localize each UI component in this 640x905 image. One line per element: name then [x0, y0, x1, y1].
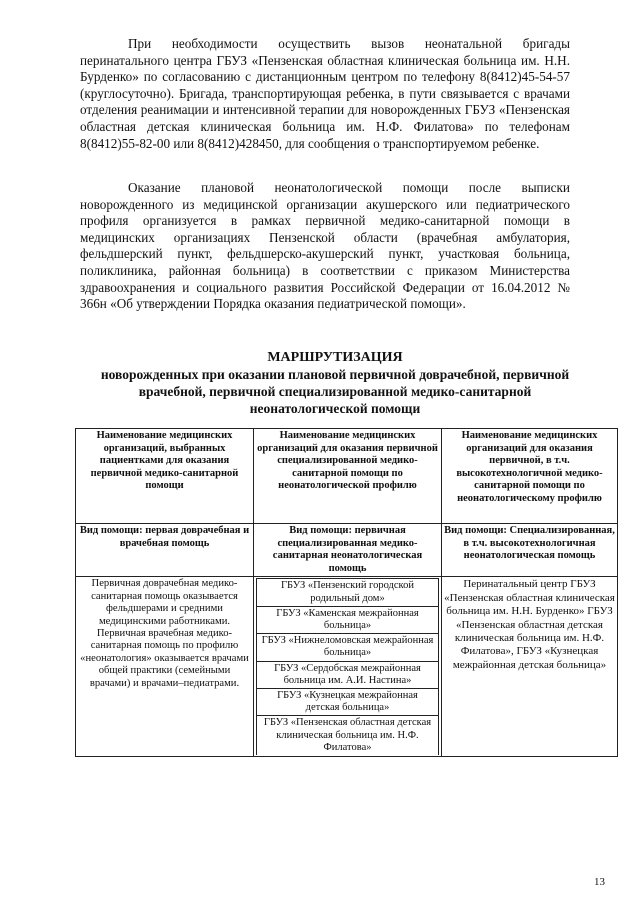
paragraph-planned-care [80, 180, 570, 313]
paragraph-text: При необходимости осуществить вызов неонатальной бригады перинатального центра ГБУЗ «Пензенская областная клиническая больница им. Н.Н. Бурденко» по согласованию с дистанционным центром по телефону 8(8412)45-54-57 (круглосуточно). Бригада, транспортирующая ребенка, в пути связывается с врачами отделения реанимации и интенсивной терапии для новорожденных ГБУЗ «Пензенская областная детская клиническая больница им. Н.Ф. Филатова» по телефонам 8(8412)55-82-00 или 8(8412)428450, для сообщения о транспортируемом ребенке. [80, 36, 570, 151]
care-type-primary: Вид помощи: первая доврачебная и врачебная помощь [76, 524, 254, 577]
routing-table [75, 428, 618, 757]
care-type-hightech: Вид помощи: Специализированная, в т.ч. высокотехнологичная неонатологическая помощь [442, 524, 618, 577]
paragraph-emergency-call [80, 36, 570, 152]
care-type-specialized: Вид помощи: первичная специализированная медико-санитарная неонатологическая помощь [254, 524, 442, 577]
table-row [76, 577, 618, 757]
paragraph-text: Оказание плановой неонатологической помощи после выписки новорожденного из медицинской организации акушерского или педиатрического профиля организуется в рамках первичной медико-санитарной помощи в медицинских организациях Пензенской области (врачебная амбулатория, фельдшерский пункт, фельдшерско-акушерский пункт, участковая больница, поликлиника, районная больница) в соответствии с приказом Министерства здравоохранения и социального развития Российской Федерации от 16.04.2012 № 366н «Об утверждении Порядка оказания педиатрической помощи». [80, 180, 570, 312]
list-item: ГБУЗ «Пензенская областная детская клиническая больница им. Н.Ф. Филатова» [257, 716, 439, 755]
primary-care-description: Первичная доврачебная медико-санитарная помощь оказывается фельдшерами и средними медицинскими работниками. Первичная врачебная медико-санитарная помощь по профилю «неонатология» оказывается врачами общей практики (семейными врачами) и врачами–педиатрами. [76, 577, 254, 757]
routing-title: МАРШРУТИЗАЦИЯ [267, 350, 403, 365]
list-item: ГБУЗ «Пензенский городской родильный дом» [257, 579, 439, 606]
list-item: ГБУЗ «Каменская межрайонная больница» [257, 606, 439, 633]
care-type-row [76, 524, 618, 577]
hightech-care-orgs: Перинатальный центр ГБУЗ «Пензенская областная клиническая больница им. Н.Н. Бурденко» ГБУЗ «Пензенская областная детская клиническая больница им. Н.Ф. Филатова», ГБУЗ «Кузнецкая межрайонная детская больница» [442, 577, 618, 757]
header-primary-orgs: Наименование медицинских организаций, выбранных пациентками для оказания первичной медико-санитарной помощи [76, 429, 254, 524]
list-item: ГБУЗ «Кузнецкая межрайонная детская больница» [257, 689, 439, 716]
header-specialized-orgs: Наименование медицинских организаций для оказания первичной специализированной медико-санитарной помощи по неонатологической профилю [254, 429, 442, 524]
list-item: ГБУЗ «Нижнеломовская межрайонная больница» [257, 634, 439, 661]
routing-subtitle: новорожденных при оказании плановой первичной доврачебной, первичной врачебной, первичной специализированной медико-санитарной неонатологической помощи [100, 367, 570, 416]
page-number: 13 [594, 876, 605, 888]
table-header-row [76, 429, 618, 524]
header-hightech-orgs: Наименование медицинских организаций для оказания первичной, в т.ч. высокотехнологичной медико-санитарной помощи по неонатологическому профилю [442, 429, 618, 524]
list-item: ГБУЗ «Сердобская межрайонная больница им. А.И. Настина» [257, 661, 439, 688]
specialized-org-list [254, 577, 442, 757]
